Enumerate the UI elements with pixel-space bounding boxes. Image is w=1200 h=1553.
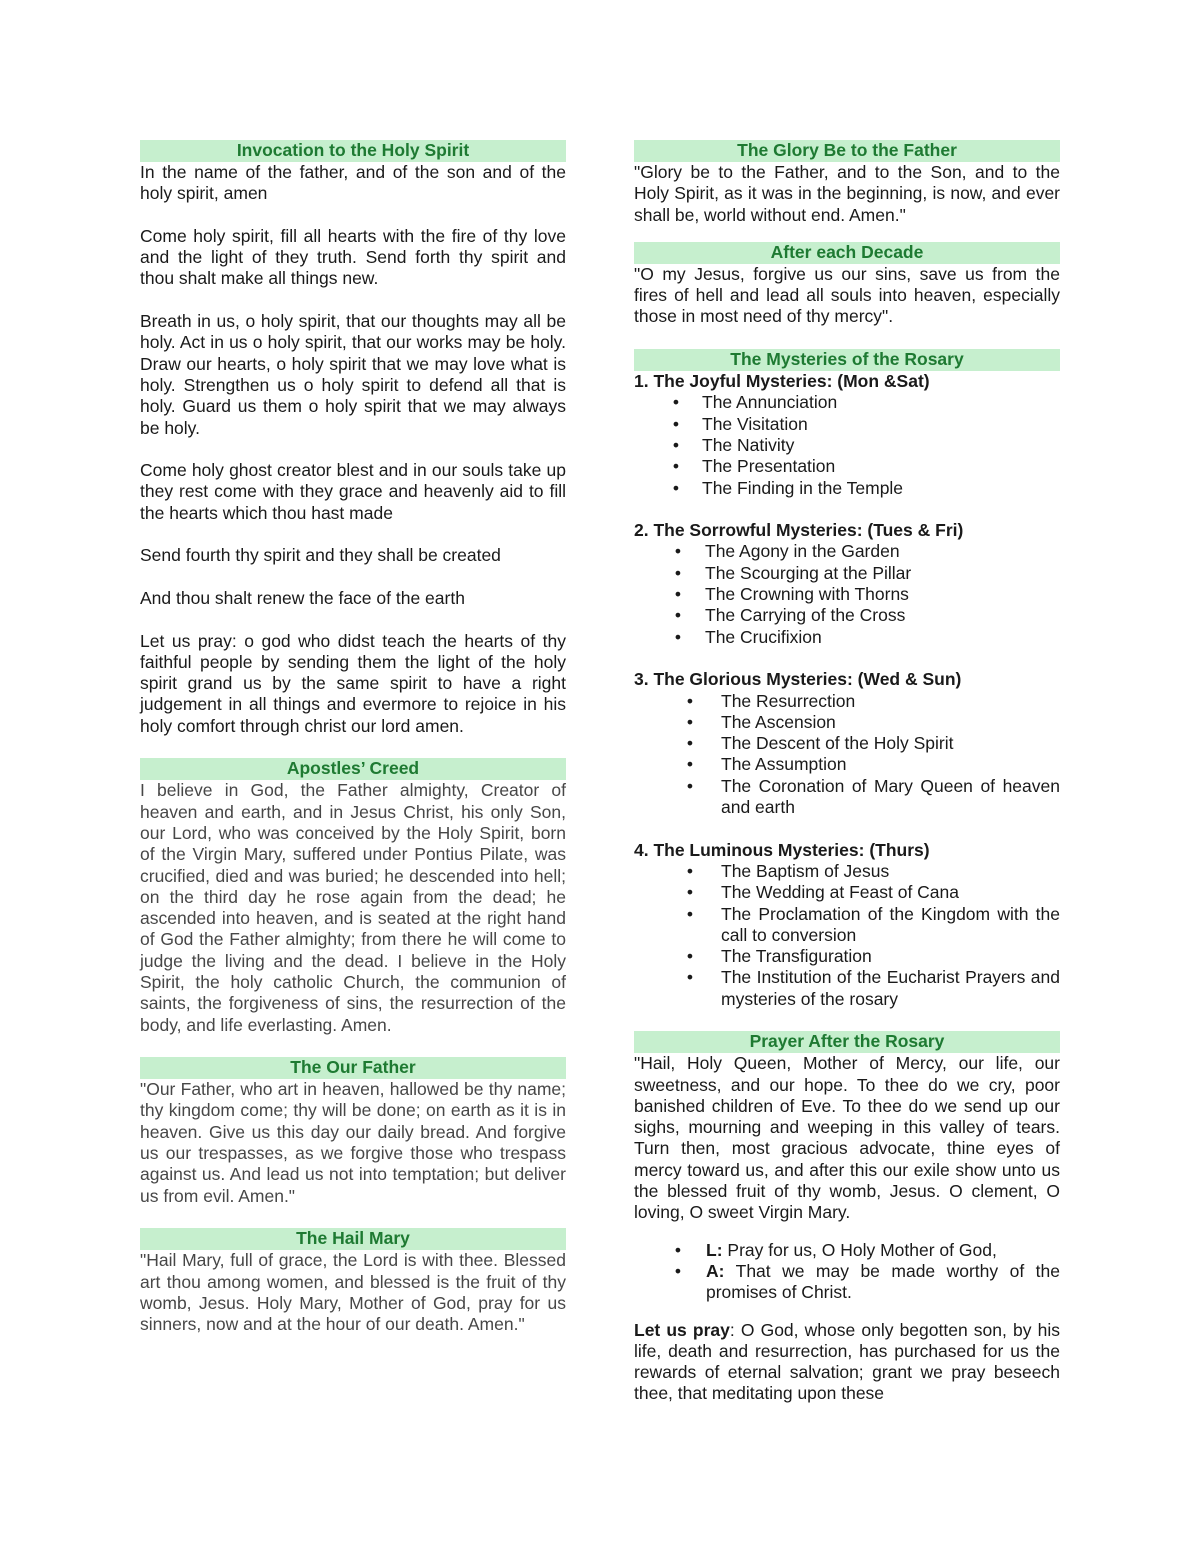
bullet-icon: • [686, 690, 694, 711]
mystery-group-title: 1. The Joyful Mysteries: (Mon &Sat) [634, 371, 930, 392]
section-title-mysteries: The Mysteries of the Rosary [634, 349, 1060, 371]
list-item: • The Agony in the Garden [634, 541, 1060, 562]
hail-mary-text: "Hail Mary, full of grace, the Lord is with thee. Blessed art thou among women, and blessed is the fruit of thy womb, Jesus. Holy Mary, Mother of God, pray for us sinners, now and at the hour of our death. Amen." [140, 1250, 566, 1335]
bullet-icon: • [686, 775, 694, 796]
bullet-icon: • [686, 754, 694, 775]
creed-text: I believe in God, the Father almighty, Creator of heaven and earth, and in Jesus Christ, his only Son, our Lord, who was conceived by the Holy Spirit, born of the Virgin Mary, suffered under Pontius Pilate, was crucified, died and was buried; he descended into hell; on the third day he rose again from the dead; he ascended into heaven, and is seated at the right hand of God the Father almighty; from there he will come to judge the living and the dead. I believe in the Holy Spirit, the holy catholic Church, the communion of saints, the forgiveness of sins, the resurrection of the body, and life everlasting. Amen. [140, 780, 566, 1035]
list-item: • The Assumption [634, 754, 1060, 775]
list-item: • The Resurrection [634, 691, 1060, 712]
section-title-after-rosary: Prayer After the Rosary [634, 1031, 1060, 1053]
mystery-list [634, 691, 1060, 819]
list-item: • The Carrying of the Cross [634, 605, 1060, 626]
bullet-icon: • [674, 626, 682, 647]
response-item: • A: That we may be made worthy of the promises of Christ. [634, 1261, 1060, 1304]
list-item: • The Visitation [634, 414, 1060, 435]
list-item: • The Wedding at Feast of Cana [634, 882, 1060, 903]
mystery-group-title: 3. The Glorious Mysteries: (Wed & Sun) [634, 669, 962, 690]
invocation-paragraph: In the name of the father, and of the son and of the holy spirit, amen [140, 162, 566, 204]
bullet-icon: • [686, 860, 694, 881]
list-item: • The Institution of the Eucharist Prayers and mysteries of the rosary [634, 967, 1060, 1010]
bullet-icon: • [672, 456, 680, 477]
bullet-icon: • [686, 711, 694, 732]
invocation-paragraph: Breath in us, o holy spirit, that our thoughts may all be holy. Act in us o holy spirit, that our works may be holy. Draw our hearts, o holy spirit that we may love what is holy. Strengthen us o holy spirit to defend all that is holy. Guard us them o holy spirit that we may always be holy. [140, 311, 566, 438]
bullet-icon: • [672, 434, 680, 455]
bullet-icon: • [672, 477, 680, 498]
section-title-invocation: Invocation to the Holy Spirit [140, 140, 566, 162]
mystery-list [634, 392, 1060, 498]
mystery-group-title: 2. The Sorrowful Mysteries: (Tues & Fri) [634, 520, 964, 541]
bullet-icon: • [674, 1260, 682, 1281]
list-item: • The Transfiguration [634, 946, 1060, 967]
mystery-list [634, 541, 1060, 647]
section-title-hail-mary: The Hail Mary [140, 1228, 566, 1250]
bullet-icon: • [686, 882, 694, 903]
mystery-list [634, 861, 1060, 1010]
list-item: • The Crowning with Thorns [634, 584, 1060, 605]
bullet-icon: • [674, 605, 682, 626]
section-title-glory-be: The Glory Be to the Father [634, 140, 1060, 162]
bullet-icon: • [686, 967, 694, 988]
bullet-icon: • [686, 946, 694, 967]
bullet-icon: • [674, 541, 682, 562]
glory-be-text: "Glory be to the Father, and to the Son, and to the Holy Spirit, as it was in the beginning, is now, and ever shall be, world without end. Amen." [634, 162, 1060, 225]
after-rosary-text: "Hail, Holy Queen, Mother of Mercy, our life, our sweetness, and our hope. To thee do we cry, poor banished children of Eve. To thee do we send up our sighs, mourning and weeping in this valley of tears. Turn then, most gracious advocate, thine eyes of mercy toward us, and after this our exile show unto us the blessed fruit of thy womb, Jesus. O clement, O loving, O sweet Virgin Mary. [634, 1053, 1060, 1223]
list-item: • The Nativity [634, 435, 1060, 456]
response-list [634, 1240, 1060, 1304]
list-item: • The Presentation [634, 456, 1060, 477]
left-column [140, 140, 566, 1335]
list-item: • The Scourging at the Pillar [634, 563, 1060, 584]
bullet-icon: • [674, 1239, 682, 1260]
mystery-group-title: 4. The Luminous Mysteries: (Thurs) [634, 839, 930, 860]
list-item: • The Crucifixion [634, 627, 1060, 648]
response-item: • L: Pray for us, O Holy Mother of God, [634, 1240, 1060, 1261]
bullet-icon: • [674, 584, 682, 605]
list-item: • The Coronation of Mary Queen of heaven and earth [634, 776, 1060, 819]
list-item: • The Baptism of Jesus [634, 861, 1060, 882]
bullet-icon: • [672, 392, 680, 413]
invocation-paragraph: Come holy ghost creator blest and in our souls take up they rest come with they grace and heavenly aid to fill the hearts which thou hast made [140, 460, 566, 523]
list-item: • The Finding in the Temple [634, 478, 1060, 499]
bullet-icon: • [672, 413, 680, 434]
closing-prayer [634, 1320, 1060, 1405]
invocation-paragraph: Send fourth thy spirit and they shall be created [140, 545, 501, 566]
right-column [634, 140, 1060, 1405]
invocation-paragraph: Let us pray: o god who didst teach the hearts of thy faithful people by sending them the light of the holy spirit grand us by the same spirit to have a right judgement in all things and evermore to rejoice in his holy comfort through christ our lord amen. [140, 630, 566, 736]
section-title-our-father: The Our Father [140, 1057, 566, 1079]
list-item: • The Ascension [634, 712, 1060, 733]
bullet-icon: • [686, 903, 694, 924]
section-title-creed: Apostles’ Creed [140, 758, 566, 780]
list-item: • The Proclamation of the Kingdom with the call to conversion [634, 904, 1060, 947]
closing-prayer-text: : O God, whose only begotten son, by his life, death and resurrection, has purchased for us the rewards of eternal salvation; grant we pray beseech thee, that meditating upon these [634, 1319, 1060, 1404]
list-item: • The Descent of the Holy Spirit [634, 733, 1060, 754]
closing-prayer-label: Let us pray [634, 1319, 730, 1340]
after-decade-text: "O my Jesus, forgive us our sins, save us from the fires of hell and lead all souls into heaven, especially those in most need of thy mercy". [634, 263, 1060, 327]
bullet-icon: • [686, 733, 694, 754]
invocation-paragraph: Come holy spirit, fill all hearts with the fire of thy love and the light of they truth. Send forth thy spirit and thou shalt make all things new. [140, 225, 566, 289]
bullet-icon: • [674, 562, 682, 583]
list-item: • The Annunciation [634, 392, 1060, 413]
section-title-after-decade: After each Decade [634, 242, 1060, 264]
invocation-paragraph: And thou shalt renew the face of the earth [140, 587, 465, 608]
our-father-text: "Our Father, who art in heaven, hallowed be thy name; thy kingdom come; thy will be done; on earth as it is in heaven. Give us this day our daily bread. And forgive us our trespasses, as we forgive those who trespass against us. And lead us not into temptation; but deliver us from evil. Amen." [140, 1079, 566, 1206]
